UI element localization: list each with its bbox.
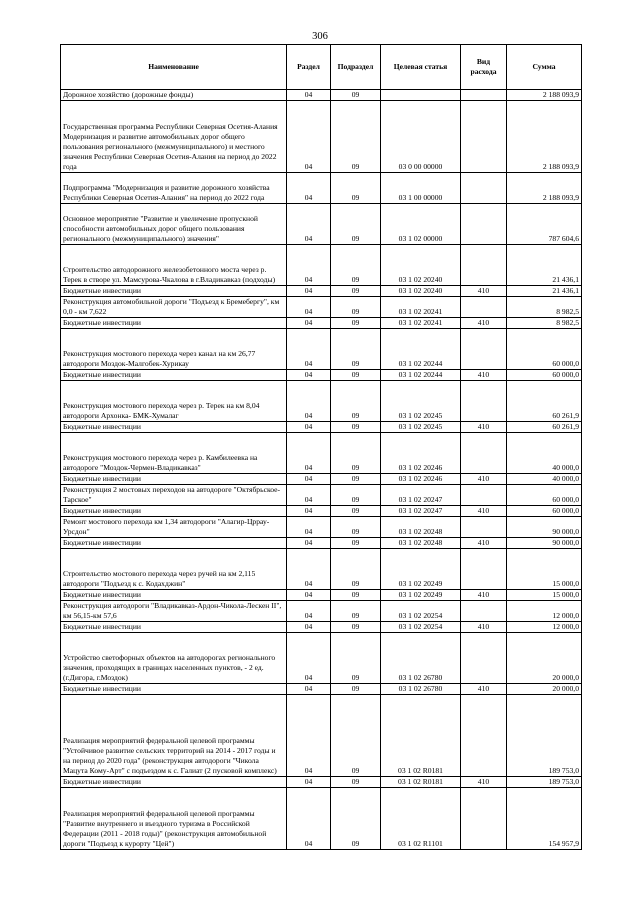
row-expense-type: 410 <box>461 286 507 297</box>
row-sum: 154 957,9 <box>507 788 582 850</box>
header-section: Раздел <box>287 45 331 90</box>
row-expense-type <box>461 788 507 850</box>
row-name: Государственная программа Республики Северная Осетия-Алания Модернизация и развитие автомобильных дорог общего пользования регионального (межмуниципального) и местного значения Республики Северная Осетия-Алания на период до 2022 года <box>61 101 287 173</box>
row-section: 04 <box>287 90 331 101</box>
row-expense-type <box>461 485 507 506</box>
row-section: 04 <box>287 601 331 622</box>
row-target: 03 1 02 20254 <box>381 601 461 622</box>
table-row <box>61 370 582 381</box>
row-target: 03 1 02 20254 <box>381 622 461 633</box>
row-subsection: 09 <box>331 329 381 370</box>
row-section: 04 <box>287 590 331 601</box>
row-expense-type <box>461 329 507 370</box>
row-name: Устройство светофорных объектов на автодорогах регионального значения, проходящих в границах населенных пунктов, - 2 ед. (г.Дигора, г.Моздок) <box>61 633 287 684</box>
row-subsection: 09 <box>331 506 381 517</box>
row-subsection: 09 <box>331 517 381 538</box>
row-sum: 8 982,5 <box>507 297 582 318</box>
row-name: Бюджетные инвестиции <box>61 622 287 633</box>
row-subsection: 09 <box>331 788 381 850</box>
row-target: 03 1 02 20246 <box>381 433 461 474</box>
table-row <box>61 422 582 433</box>
table-row <box>61 622 582 633</box>
row-sum: 90 000,0 <box>507 538 582 549</box>
row-expense-type <box>461 517 507 538</box>
row-subsection: 09 <box>331 297 381 318</box>
budget-table <box>60 44 582 850</box>
row-section: 04 <box>287 788 331 850</box>
row-target: 03 1 00 00000 <box>381 173 461 204</box>
header-sum: Сумма <box>507 45 582 90</box>
table-row <box>61 590 582 601</box>
row-sum: 60 000,0 <box>507 485 582 506</box>
row-subsection: 09 <box>331 485 381 506</box>
table-row <box>61 474 582 485</box>
row-expense-type <box>461 101 507 173</box>
table-row <box>61 329 582 370</box>
row-sum: 60 000,0 <box>507 506 582 517</box>
row-section: 04 <box>287 286 331 297</box>
row-section: 04 <box>287 549 331 590</box>
row-target: 03 1 02 20249 <box>381 590 461 601</box>
row-expense-type <box>461 245 507 286</box>
table-row <box>61 684 582 695</box>
row-expense-type <box>461 297 507 318</box>
row-name: Дорожное хозяйство (дорожные фонды) <box>61 90 287 101</box>
row-expense-type <box>461 695 507 777</box>
row-name: Реконструкция мостового перехода через р. Камбилеевка на автодороге "Моздок-Чермен-Владикавказ" <box>61 433 287 474</box>
header-name: Наименование <box>61 45 287 90</box>
table-row <box>61 485 582 506</box>
row-sum: 787 604,6 <box>507 204 582 245</box>
row-section: 04 <box>287 474 331 485</box>
row-target: 03 1 02 R0181 <box>381 777 461 788</box>
row-subsection: 09 <box>331 538 381 549</box>
row-sum: 40 000,0 <box>507 433 582 474</box>
row-sum: 189 753,0 <box>507 695 582 777</box>
table-header-row <box>61 45 582 90</box>
row-subsection: 09 <box>331 601 381 622</box>
row-name: Ремонт мостового перехода км 1,34 автодороги "Алагир-Цррау-Урсдон" <box>61 517 287 538</box>
row-sum: 189 753,0 <box>507 777 582 788</box>
row-sum: 90 000,0 <box>507 517 582 538</box>
row-expense-type <box>461 601 507 622</box>
row-target: 03 1 02 00000 <box>381 204 461 245</box>
row-subsection: 09 <box>331 204 381 245</box>
header-expense-type: Вид расхода <box>461 45 507 90</box>
table-row <box>61 101 582 173</box>
row-target: 03 0 00 00000 <box>381 101 461 173</box>
row-expense-type: 410 <box>461 318 507 329</box>
row-subsection: 09 <box>331 695 381 777</box>
row-expense-type: 410 <box>461 777 507 788</box>
row-sum: 60 000,0 <box>507 329 582 370</box>
row-target: 03 1 02 20247 <box>381 485 461 506</box>
row-target: 03 1 02 20246 <box>381 474 461 485</box>
row-section: 04 <box>287 381 331 422</box>
row-name: Бюджетные инвестиции <box>61 777 287 788</box>
row-subsection: 09 <box>331 90 381 101</box>
row-target: 03 1 02 20244 <box>381 370 461 381</box>
row-section: 04 <box>287 173 331 204</box>
row-expense-type <box>461 433 507 474</box>
row-name: Бюджетные инвестиции <box>61 590 287 601</box>
row-expense-type <box>461 633 507 684</box>
row-name: Бюджетные инвестиции <box>61 506 287 517</box>
row-target: 03 1 02 20241 <box>381 297 461 318</box>
row-target: 03 1 02 20248 <box>381 517 461 538</box>
table-row <box>61 90 582 101</box>
row-name: Строительство мостового перехода через ручей на км 2,115 автодороги "Подъезд к с. Кодахджин" <box>61 549 287 590</box>
table-row <box>61 318 582 329</box>
row-name: Подпрограмма "Модернизация и развитие дорожного хозяйства Республики Северная Осетия-Алания" на период до 2022 года <box>61 173 287 204</box>
row-section: 04 <box>287 318 331 329</box>
row-target: 03 1 02 20241 <box>381 318 461 329</box>
row-name: Бюджетные инвестиции <box>61 286 287 297</box>
row-target: 03 1 02 R1101 <box>381 788 461 850</box>
table-row <box>61 204 582 245</box>
page-number: 306 <box>312 31 328 42</box>
row-section: 04 <box>287 485 331 506</box>
row-section: 04 <box>287 684 331 695</box>
row-section: 04 <box>287 101 331 173</box>
row-name: Реконструкция автомобильной дороги "Подъезд к Бремебергу", км 0,0 - км 7,622 <box>61 297 287 318</box>
row-sum: 2 188 093,9 <box>507 101 582 173</box>
row-section: 04 <box>287 538 331 549</box>
row-target: 03 1 02 20245 <box>381 381 461 422</box>
row-name: Реализация мероприятий федеральной целевой программы "Устойчивое развитие сельских территорий на 2014 - 2017 годы и на период до 2020 года" (реконструкция автодороги "Чикола Мацута Кому-Арт" с подъездом к с. Галиат (2 пусковой комплекс) <box>61 695 287 777</box>
table-row <box>61 777 582 788</box>
row-subsection: 09 <box>331 633 381 684</box>
row-expense-type <box>461 204 507 245</box>
row-subsection: 09 <box>331 622 381 633</box>
row-name: Бюджетные инвестиции <box>61 370 287 381</box>
row-subsection: 09 <box>331 684 381 695</box>
table-row <box>61 788 582 850</box>
row-name: Реализация мероприятий федеральной целевой программы "Развитие внутреннего и въездного туризма в Российской Федерации (2011 - 2018 годы)" (реконструкция автомобильной дороги "Подъезд к курорту "Цей") <box>61 788 287 850</box>
row-expense-type <box>461 173 507 204</box>
row-name: Строительство автодорожного железобетонного моста через р. Терек в створе ул. Мамсурова-Чкалова в г.Владикавказ (подходы) <box>61 245 287 286</box>
row-expense-type: 410 <box>461 622 507 633</box>
row-sum: 12 000,0 <box>507 601 582 622</box>
table-row <box>61 695 582 777</box>
row-name: Бюджетные инвестиции <box>61 684 287 695</box>
row-name: Реконструкция 2 мостовых переходов на автодороге "Октябрьское-Тарское" <box>61 485 287 506</box>
row-sum: 20 000,0 <box>507 684 582 695</box>
row-section: 04 <box>287 695 331 777</box>
row-sum: 60 261,9 <box>507 422 582 433</box>
row-target: 03 1 02 R0181 <box>381 695 461 777</box>
row-target: 03 1 02 26780 <box>381 684 461 695</box>
row-expense-type: 410 <box>461 422 507 433</box>
row-section: 04 <box>287 204 331 245</box>
row-name: Бюджетные инвестиции <box>61 318 287 329</box>
row-subsection: 09 <box>331 245 381 286</box>
row-subsection: 09 <box>331 286 381 297</box>
row-name: Бюджетные инвестиции <box>61 538 287 549</box>
row-subsection: 09 <box>331 370 381 381</box>
row-sum: 2 188 093,9 <box>507 173 582 204</box>
table-row <box>61 633 582 684</box>
row-subsection: 09 <box>331 590 381 601</box>
row-expense-type: 410 <box>461 506 507 517</box>
row-name: Реконструкция мостового перехода через р. Терек на км 8,04 автодороги Архонка- БМК-Хумалаг <box>61 381 287 422</box>
table-row <box>61 381 582 422</box>
table-row <box>61 538 582 549</box>
row-sum: 8 982,5 <box>507 318 582 329</box>
row-target: 03 1 02 20248 <box>381 538 461 549</box>
row-name: Реконструкция мостового перехода через канал на км 26,77 автодороги Моздок-Малгобек-Хурикау <box>61 329 287 370</box>
header-target: Целевая статья <box>381 45 461 90</box>
table-row <box>61 297 582 318</box>
row-subsection: 09 <box>331 173 381 204</box>
table-row <box>61 286 582 297</box>
row-section: 04 <box>287 433 331 474</box>
table-row <box>61 601 582 622</box>
row-target: 03 1 02 20240 <box>381 286 461 297</box>
row-section: 04 <box>287 622 331 633</box>
row-target: 03 1 02 26780 <box>381 633 461 684</box>
row-name: Реконструкция автодороги "Владикавказ-Ардон-Чикола-Лескен II", км 56,15-км 57,6 <box>61 601 287 622</box>
row-expense-type: 410 <box>461 538 507 549</box>
row-section: 04 <box>287 506 331 517</box>
row-section: 04 <box>287 422 331 433</box>
row-target: 03 1 02 20240 <box>381 245 461 286</box>
table-row <box>61 433 582 474</box>
row-sum: 12 000,0 <box>507 622 582 633</box>
row-subsection: 09 <box>331 433 381 474</box>
row-subsection: 09 <box>331 422 381 433</box>
row-target: 03 1 02 20245 <box>381 422 461 433</box>
row-sum: 21 436,1 <box>507 245 582 286</box>
table-row <box>61 517 582 538</box>
row-subsection: 09 <box>331 474 381 485</box>
row-target: 03 1 02 20244 <box>381 329 461 370</box>
row-expense-type <box>461 549 507 590</box>
row-name: Бюджетные инвестиции <box>61 474 287 485</box>
row-sum: 15 000,0 <box>507 590 582 601</box>
row-expense-type <box>461 381 507 422</box>
table-row <box>61 549 582 590</box>
row-sum: 15 000,0 <box>507 549 582 590</box>
row-sum: 21 436,1 <box>507 286 582 297</box>
row-subsection: 09 <box>331 318 381 329</box>
row-expense-type: 410 <box>461 370 507 381</box>
row-sum: 60 000,0 <box>507 370 582 381</box>
row-expense-type: 410 <box>461 684 507 695</box>
row-expense-type: 410 <box>461 474 507 485</box>
row-target: 03 1 02 20247 <box>381 506 461 517</box>
row-subsection: 09 <box>331 381 381 422</box>
row-section: 04 <box>287 633 331 684</box>
row-expense-type <box>461 90 507 101</box>
row-sum: 40 000,0 <box>507 474 582 485</box>
row-target: 03 1 02 20249 <box>381 549 461 590</box>
header-subsection: Подраздел <box>331 45 381 90</box>
row-section: 04 <box>287 517 331 538</box>
row-section: 04 <box>287 777 331 788</box>
row-name: Основное мероприятие "Развитие и увеличение пропускной способности автомобильных дорог общего пользования регионального (межмуниципального) значения" <box>61 204 287 245</box>
row-sum: 60 261,9 <box>507 381 582 422</box>
row-subsection: 09 <box>331 777 381 788</box>
row-expense-type: 410 <box>461 590 507 601</box>
row-target <box>381 90 461 101</box>
table-row <box>61 506 582 517</box>
row-section: 04 <box>287 329 331 370</box>
row-sum: 20 000,0 <box>507 633 582 684</box>
table-row <box>61 173 582 204</box>
row-section: 04 <box>287 245 331 286</box>
row-subsection: 09 <box>331 101 381 173</box>
table-row <box>61 245 582 286</box>
row-sum: 2 188 093,9 <box>507 90 582 101</box>
row-section: 04 <box>287 370 331 381</box>
row-name: Бюджетные инвестиции <box>61 422 287 433</box>
row-subsection: 09 <box>331 549 381 590</box>
row-section: 04 <box>287 297 331 318</box>
